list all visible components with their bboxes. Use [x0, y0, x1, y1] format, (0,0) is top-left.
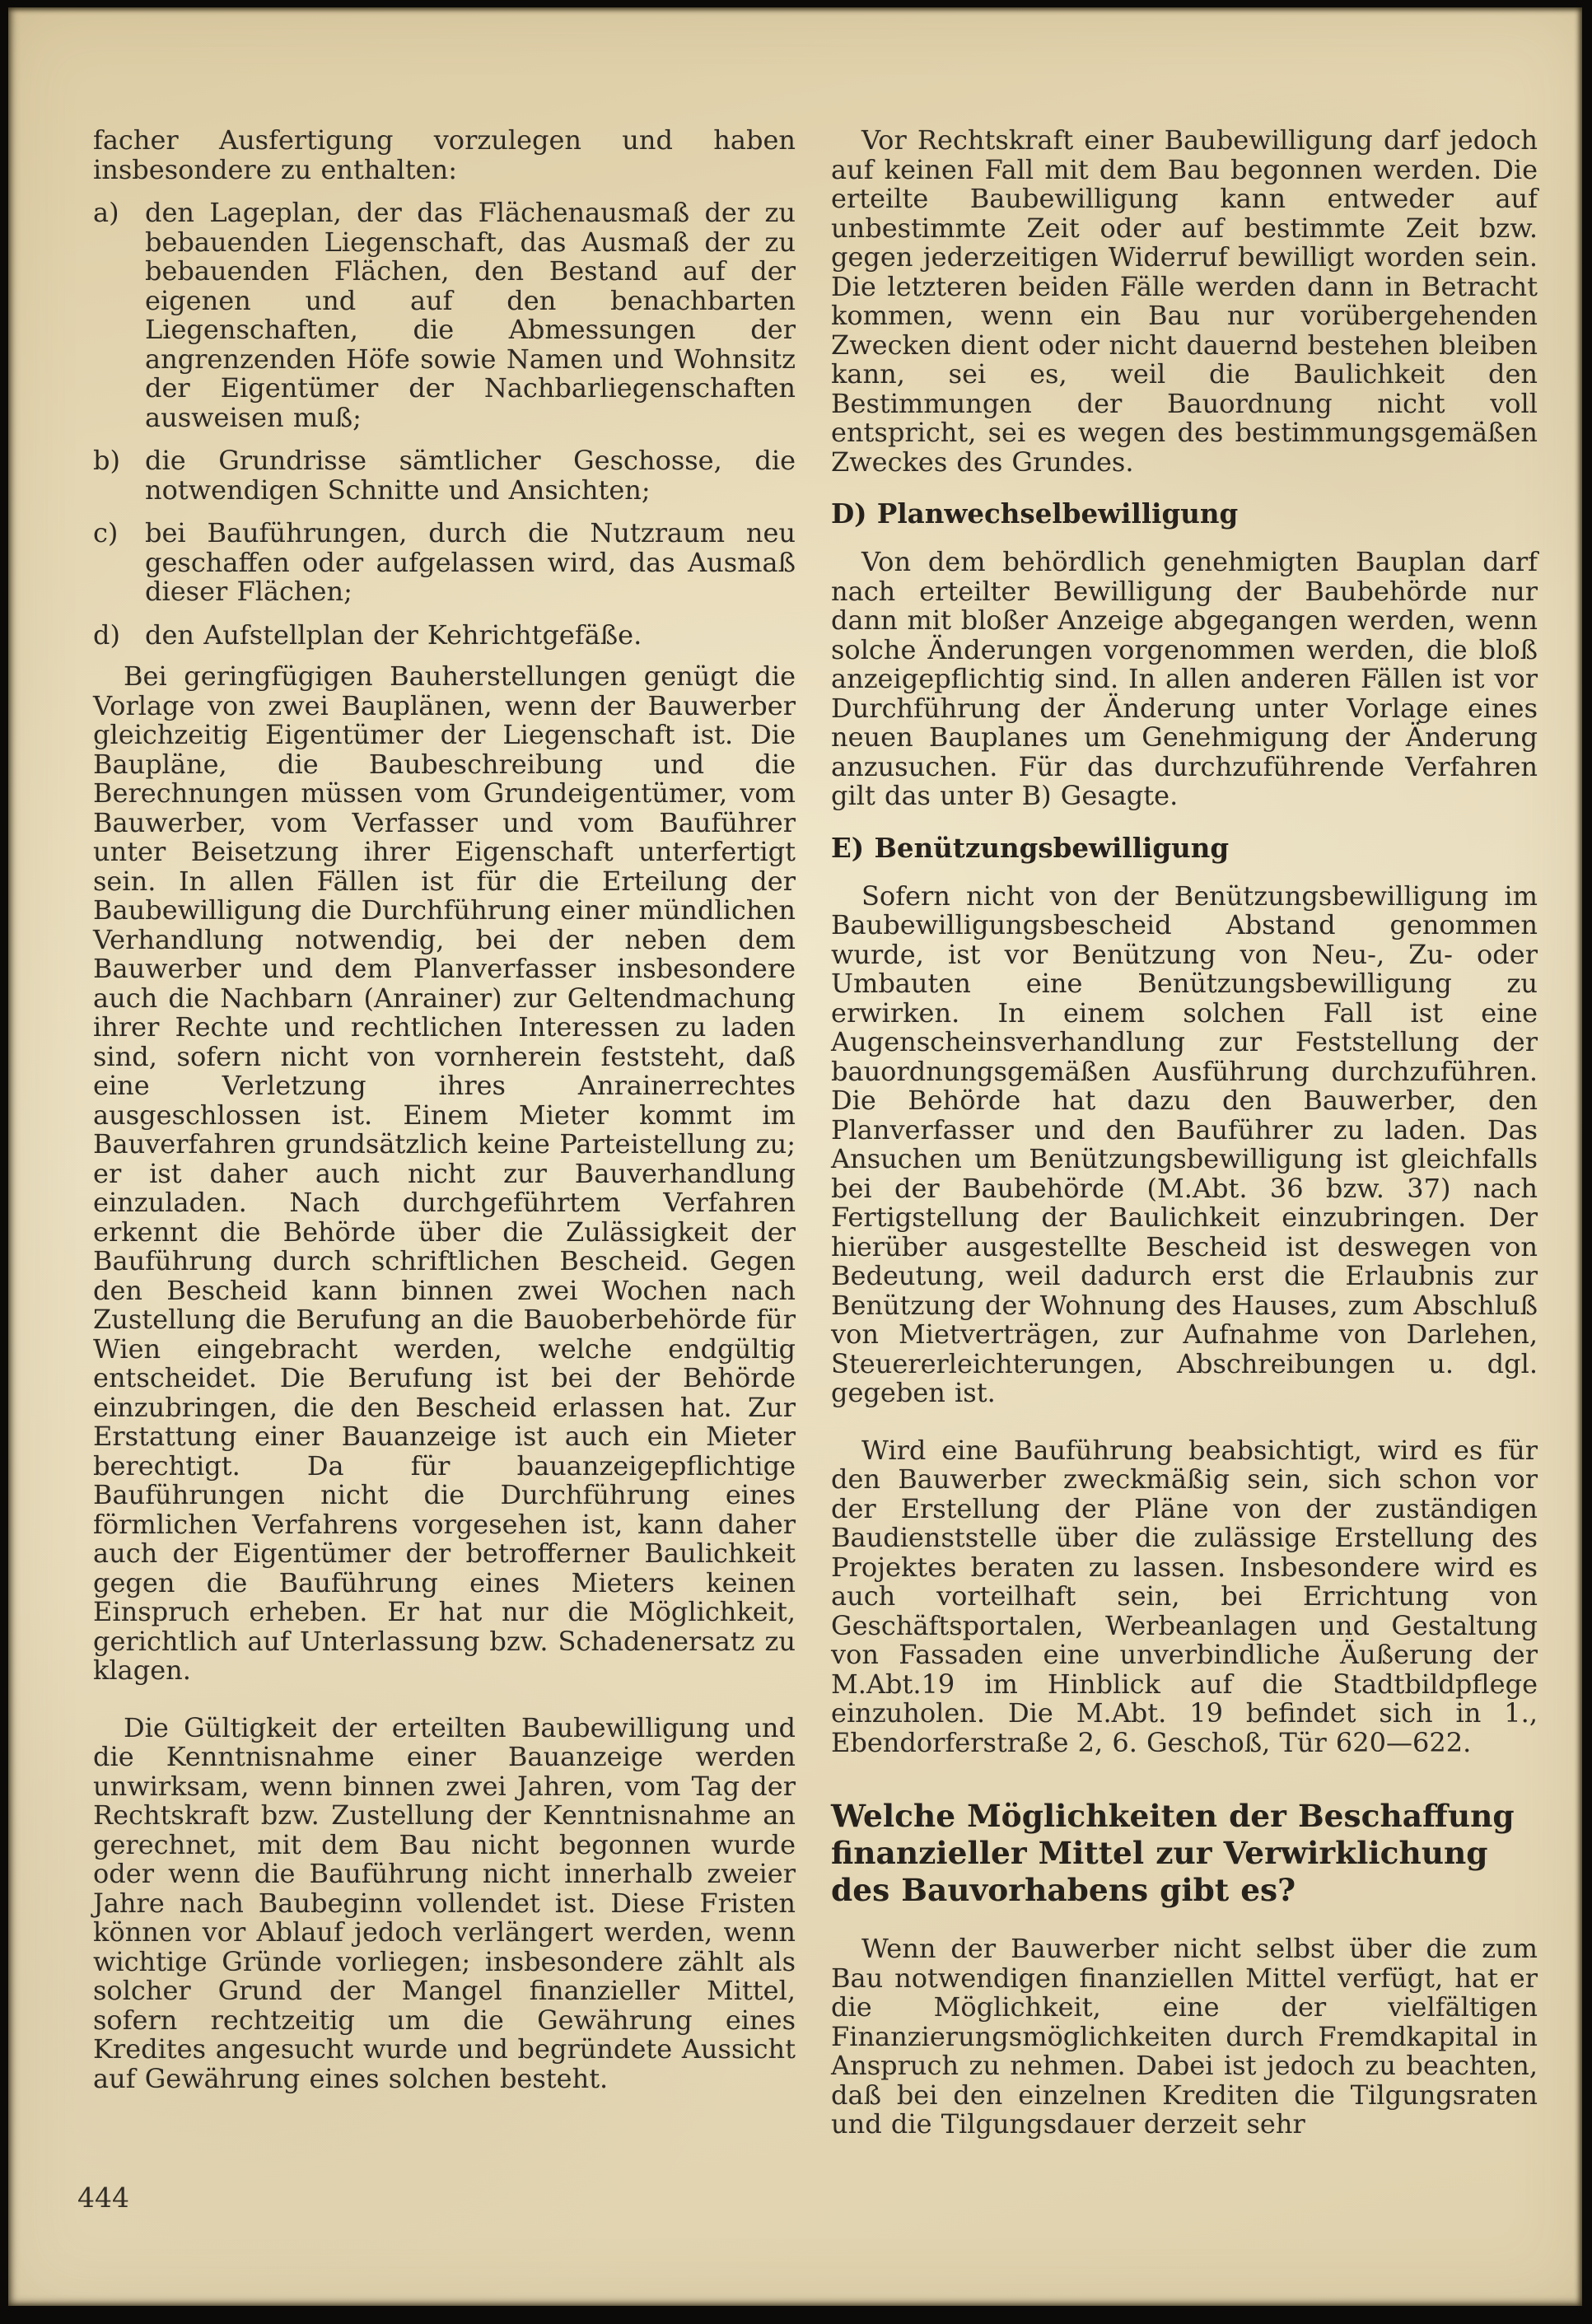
book-page [8, 7, 1582, 2306]
list-item-label: b) [93, 445, 120, 476]
list-item-text: den Aufstellplan der Kehrichtgefäße. [145, 618, 642, 651]
list-item [93, 618, 796, 651]
list-item [93, 519, 796, 607]
body-paragraph: Von dem behördlich genehmigten Bauplan darf nach erteilter Bewilligung der Baubehörde nur dann mit bloßer Anzeige abgegangen werden, wenn solche Änderungen vorgenommen werden, die bloß anzeigepflichtig sind. In allen anderen Fällen ist vor Durchführung der Änderung unter Vorlage eines neuen Bauplanes um Genehmigung der Änderung anzusuchen. Für das durchzuführende Verfahren gilt das unter B) Gesagte. [831, 546, 1538, 811]
body-paragraph: Vor Rechtskraft einer Baubewilligung darf jedoch auf keinen Fall mit dem Bau begonnen werden. Die erteilte Baubewilligung kann entweder auf unbestimmte Zeit oder auf bestimmte Zeit bzw. gegen jederzeitigen Widerruf bewilligt worden sein. Die letzteren beiden Fälle werden dann in Betracht kommen, wenn ein Bau nur vorübergehenden Zwecken dient oder nicht dauernd bestehen bleiben kann, sei es, weil die Baulichkeit den Bestimmungen der Bauordnung nicht voll entspricht, sei es wegen des bestimmungsgemäßen Zweckes des Grundes. [831, 124, 1538, 478]
list-item [93, 446, 796, 505]
list-item-label: a) [93, 197, 119, 228]
intro-paragraph: facher Ausfertigung vorzulegen und haben insbesondere zu enthalten: [93, 124, 796, 185]
body-paragraph: Wenn der Bauwerber nicht selbst über die zum Bau notwendigen finanziellen Mittel verfügt, hat er die Möglichkeit, eine der vielfältigen Finanzierungsmöglichkeiten durch Fremdkapital in Anspruch zu nehmen. Dabei ist jedoch zu beachten, daß bei den einzelnen Krediten die Tilgungsraten und die Tilgungsdauer derzeit sehr [831, 1933, 1538, 2140]
section-heading-d: D) Planwechselbewilligung [831, 497, 1239, 530]
right-column [831, 126, 1538, 2140]
section-heading-e: E) Benützungsbewilligung [831, 831, 1230, 864]
list-item-text: die Grundrisse sämtlicher Geschosse, die notwendigen Schnitte und Ansichten; [145, 445, 796, 506]
list-item-label: d) [93, 618, 120, 651]
financing-section-heading: Welche Möglichkeiten der Beschaffung finanzieller Mittel zur Verwirklichung des Bauvorhabens gibt es? [831, 1798, 1515, 1908]
body-paragraph: Die Gültigkeit der erteilten Baubewilligung und die Kenntnisnahme einer Bauanzeige werden unwirksam, wenn binnen zwei Jahren, vom Tag der Rechtskraft bzw. Zustellung der Kenntnisnahme an gerechnet, mit dem Bau nicht begonnen wurde oder wenn die Bauführung nicht innerhalb zweier Jahre nach Baubeginn vollendet ist. Diese Fristen können vor Ablauf jedoch verlängert werden, wenn wichtige Gründe vorliegen; insbesondere zählt als solcher Grund der Mangel finanzieller Mittel, sofern rechtzeitig um die Gewährung eines Kredites angesucht wurde und begründete Aussicht auf Gewährung eines solchen besteht. [93, 1711, 796, 2094]
requirements-list [93, 198, 796, 650]
list-item-label: c) [93, 517, 119, 548]
list-item-text: den Lageplan, der das Flächenausmaß der zu bebauenden Liegenschaft, das Ausmaß der zu bebauenden Flächen, den Bestand auf der eigenen und auf den benachbarten Liegenschaften, die Abmessungen der angrenzenden Höfe sowie Namen und Wohnsitz der Eigentümer der Nachbarliegenschaften ausweisen muß; [145, 197, 796, 433]
list-item-text: bei Bauführungen, durch die Nutzraum neu geschaffen oder aufgelassen wird, das Ausmaß dieser Flächen; [145, 517, 796, 607]
page-number: 444 [77, 2182, 129, 2214]
list-item [93, 198, 796, 432]
body-paragraph: Wird eine Bauführung beabsichtigt, wird es für den Bauwerber zweckmäßig sein, sich schon vor der Erstellung der Pläne von der zuständigen Baudienststelle über die zulässige Erstellung des Projektes beraten zu lassen. Insbesondere wird es auch vorteilhaft sein, bei Errichtung von Geschäftsportalen, Werbeanlagen und Gestaltung von Fassaden eine unverbindliche Äußerung der M.Abt.19 im Hinblick auf die Stadtbildpflege einzuholen. Die M.Abt. 19 befindet sich in 1., Ebendorferstraße 2, 6. Geschoß, Tür 620—622. [831, 1434, 1538, 1758]
body-paragraph: Sofern nicht von der Benützungsbewilligung im Baubewilligungsbescheid Abstand genommen wurde, ist vor Benützung von Neu-, Zu- oder Umbauten eine Benützungsbewilligung zu erwirken. In einem solchen Fall ist eine Augenscheinsverhandlung zur Feststellung der bauordnungsgemäßen Ausführung durchzuführen. Die Behörde hat dazu den Bauwerber, den Planverfasser und den Bauführer zu laden. Das Ansuchen um Benützungsbewilligung ist gleichfalls bei der Baubehörde (M.Abt. 36 bzw. 37) nach Fertigstellung der Baulichkeit einzubringen. Der hierüber ausgestellte Bescheid ist deswegen von Bedeutung, weil dadurch erst die Erlaubnis zur Benützung der Wohnung des Hauses, zum Abschluß von Mietverträgen, zur Aufnahme von Darlehen, Steuererleichterungen, Abschreibungen u. dgl. gegeben ist. [831, 880, 1538, 1408]
body-paragraph: Bei geringfügigen Bauherstellungen genügt die Vorlage von zwei Bauplänen, wenn der Bauwerber gleichzeitig Eigentümer der Liegenschaft ist. Die Baupläne, die Baubeschreibung und die Berechnungen müssen vom Grundeigentümer, vom Bauwerber, vom Verfasser und vom Bauführer unter Beisetzung ihrer Eigenschaft unterfertigt sein. In allen Fällen ist für die Erteilung der Baubewilligung die Durchführung einer mündlichen Verhandlung notwendig, bei der neben dem Bauwerber und dem Planverfasser insbesondere auch die Nachbarn (Anrainer) zur Geltendmachung ihrer Rechte und rechtlichen Interessen zu laden sind, sofern nicht von vornherein feststeht, daß eine Verletzung ihres Anrainerrechtes ausgeschlossen ist. Einem Mieter kommt im Bauverfahren grundsätzlich keine Parteistellung zu; er ist daher auch nicht zur Bauverhandlung einzuladen. Nach durchgeführtem Verfahren erkennt die Behörde über die Zulässigkeit der Bauführung durch schriftlichen Bescheid. Gegen den Bescheid kann binnen zwei Wochen nach Zustellung die Berufung an die Bauoberbehörde für Wien eingebracht werden, welche endgültig entscheidet. Die Berufung ist bei der Behörde einzubringen, die den Bescheid erlassen hat. Zur Erstattung einer Bauanzeige ist auch ein Mieter berechtigt. Da für bauanzeigepflichtige Bauführungen nicht die Durchführung eines förmlichen Verfahrens vorgesehen ist, kann daher auch der Eigentümer der betrofferner Baulichkeit gegen die Bauführung eines Mieters keinen Einspruch erheben. Er hat nur die Möglichkeit, gerichtlich auf Unterlassung bzw. Schadenersatz zu klagen. [93, 660, 796, 1686]
left-column [93, 126, 796, 2093]
